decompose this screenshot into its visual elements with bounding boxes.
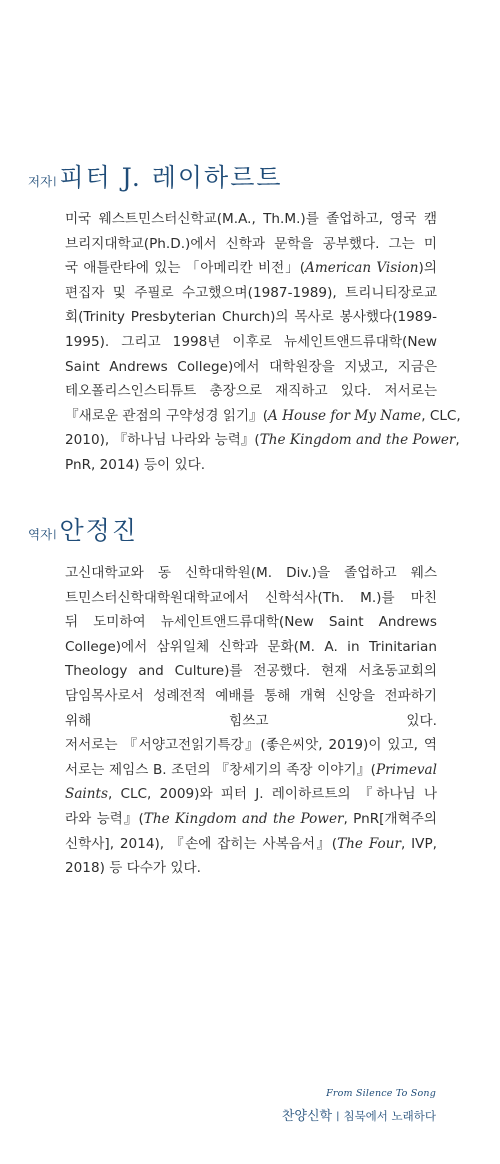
bio-line [65, 281, 437, 306]
author-role-label: 저자 [28, 174, 53, 189]
series-name: 찬양신학 [281, 1109, 333, 1124]
bio-text: 트민스터신학대학원대학교에서 신학석사(Th. M.)를 마친 [65, 589, 437, 606]
bio-text: 위해 힘쓰고 있다. [65, 712, 437, 729]
bio-text: 테오폴리스인스티튜트 총장으로 재직하고 있다. 저서로는 [65, 383, 437, 400]
bio-line [65, 659, 437, 684]
bio-text: Saint Andrews College)에서 대학원장을 지냈고, 지금은 [65, 358, 437, 375]
bio-line [65, 207, 437, 232]
bio-text: 브리지대학교(Ph.D.)에서 신학과 문학을 공부했다. 그는 미 [65, 235, 437, 252]
translator-name: 안정진 [59, 516, 138, 545]
translator-heading [28, 511, 138, 547]
bio-line [65, 256, 437, 281]
bio-line [65, 684, 437, 709]
translator-role-label: 역자 [28, 527, 53, 542]
bio-text: 2010), 『하나님 나라와 능력』( [65, 432, 260, 449]
bio-italic-title: Saints [65, 786, 108, 803]
bio-italic-title: Primeval [375, 761, 437, 778]
author-name: 피터 J. 레이하르트 [59, 163, 283, 192]
bio-line [65, 330, 437, 355]
bio-text: Theology and Culture)를 전공했다. 현재 서초동교회의 [65, 663, 437, 680]
bio-line [65, 355, 437, 380]
bio-text: 서로는 제임스 B. 조던의 『창세기의 족장 이야기』( [65, 761, 376, 778]
heading-divider: | [53, 529, 57, 540]
bio-line [65, 453, 437, 478]
bio-line [65, 782, 437, 807]
bio-text: , IVP, [400, 835, 437, 852]
bio-text: , [455, 432, 460, 449]
footer-divider: | [336, 1111, 340, 1122]
author-bio [65, 207, 461, 478]
bio-text: 편집자 및 주필로 수고했으며(1987-1989), 트리니티장로교 [65, 284, 437, 301]
bio-text: 저서로는 『서양고전읽기특강』(좋은씨앗, 2019)이 있고, 역 [65, 737, 437, 754]
bio-line [65, 758, 437, 783]
bio-italic-title: The Four [337, 835, 401, 852]
bio-line [65, 832, 437, 857]
bio-line [65, 709, 437, 734]
bio-text: 1995). 그리고 1998년 이후로 뉴세인트앤드류대학(New [65, 333, 437, 350]
bio-line [65, 305, 437, 330]
bio-italic-title: The Kingdom and the Power [259, 432, 456, 449]
bio-italic-title: The Kingdom and the Power [143, 810, 344, 827]
bio-line [65, 733, 437, 758]
bio-text: )의 [418, 260, 437, 277]
bio-text: 신학사], 2014), 『손에 잡히는 사복음서』( [65, 835, 338, 852]
bio-line [65, 635, 437, 660]
bio-text: , PnR[개혁주의 [343, 810, 438, 827]
bio-text: , CLC, 2009)와 피터 J. 레이하르트의 『하나님 나 [107, 786, 437, 803]
author-heading [28, 158, 283, 194]
bio-text: 뒤 도미하여 뉴세인트앤드류대학(New Saint Andrews [65, 614, 437, 631]
series-title-ko [282, 1105, 436, 1124]
bio-line [65, 232, 437, 257]
series-footer [282, 1088, 436, 1124]
bio-line [65, 610, 437, 635]
bio-line [65, 404, 461, 429]
bio-text: PnR, 2014) 등이 있다. [65, 456, 206, 473]
bio-italic-title: A House for My Name [268, 407, 422, 424]
bio-text: 회(Trinity Presbyterian Church)의 목사로 봉사했다(1989- [65, 309, 437, 326]
bio-text: 라와 능력』( [65, 810, 144, 827]
heading-divider: | [53, 176, 57, 187]
translator-bio [65, 561, 437, 881]
bio-text: 고신대학교와 동 신학대학원(M. Div.)을 졸업하고 웨스 [65, 565, 437, 581]
bio-text: , CLC, [421, 407, 461, 424]
series-subtitle: 침묵에서 노래하다 [343, 1109, 436, 1123]
bio-text: 『새로운 관점의 구약성경 읽기』( [65, 407, 269, 424]
bio-line [65, 856, 437, 881]
bio-line [65, 561, 437, 586]
bio-text: 2018) 등 다수가 있다. [65, 860, 201, 877]
bio-text: College)에서 삼위일체 신학과 문화(M. A. in Trinitarian [65, 638, 437, 655]
bio-line [65, 586, 437, 611]
bio-text: 미국 웨스트민스터신학교(M.A., Th.M.)를 졸업하고, 영국 캠 [65, 211, 437, 227]
bio-text: 담임목사로서 성례전적 예배를 통해 개혁 신앙을 전파하기 [65, 687, 437, 704]
series-title-en: From Silence To Song [326, 1088, 436, 1099]
bio-text: 국 애틀란타에 있는 「아메리칸 비전」( [65, 260, 306, 277]
bio-line [65, 807, 437, 832]
bio-italic-title: American Vision [305, 260, 419, 277]
bio-line [65, 379, 437, 404]
bio-line [65, 428, 460, 453]
